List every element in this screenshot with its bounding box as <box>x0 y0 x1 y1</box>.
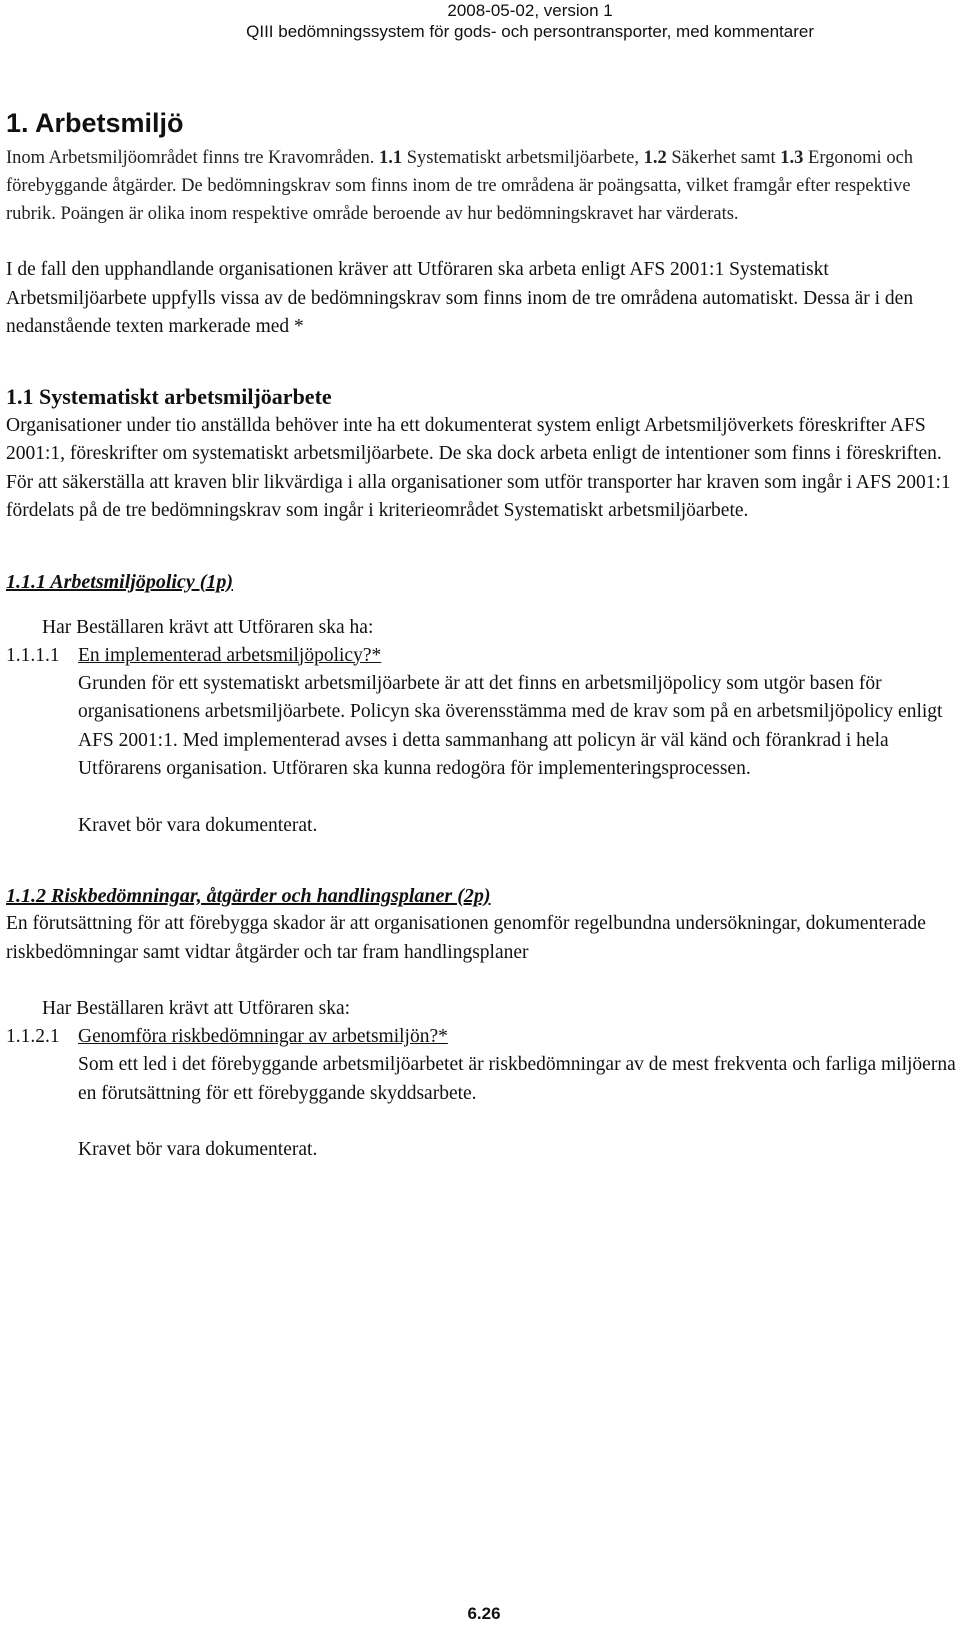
intro-ref-1-1: 1.1 <box>379 148 403 168</box>
intro-text-3: Säkerhet samt <box>666 148 781 168</box>
requirement-note: Kravet bör vara dokumenterat. <box>78 1139 318 1160</box>
requirement-title: Genomföra riskbedömningar av arbetsmiljön?* <box>78 1026 448 1047</box>
intro-ref-1-2: 1.2 <box>643 148 667 168</box>
section-intro <box>6 144 956 228</box>
subsection-1-1-body: Organisationer under tio anställda behöver inte ha ett dokumenterat system enligt Arbetsmiljöverkets föreskrifter AFS 2001:1, föreskrifter om systematiskt arbetsmiljöarbete. De ska dock arbeta enligt de intentioner som finns i föreskriften. För att säkerställa att kraven blir likvärdiga i alla organisationer som utför transporter har kraven som ingår i AFS 2001:1 fördelats på de tre bedömningskrav som ingår i kriterieområdet Systematiskt arbetsmiljöarbete. <box>6 414 951 521</box>
requirement-1-1-2-1 <box>6 1023 956 1051</box>
requirement-note: Kravet bör vara dokumenterat. <box>78 814 318 836</box>
subsection-1-1-title: 1.1 Systematiskt arbetsmiljöarbete <box>6 383 332 409</box>
requirement-title: En implementerad arbetsmiljöpolicy?* <box>78 644 382 666</box>
requirement-body: Som ett led i det förebyggande arbetsmiljöarbetet är riskbedömningar av de mest frekventa och farliga miljöerna en förutsättning för ett förebyggande skyddsarbete. <box>78 1054 956 1104</box>
requirement-lead-1-1-2: Har Beställaren krävt att Utföraren ska: <box>42 998 351 1019</box>
afs-paragraph: I de fall den upphandlande organisationen kräver att Utföraren ska arbeta enligt AFS 2001:1 Systematiskt Arbetsmiljöarbete uppfylls vissa av de bedömningskrav som finns inom de tre områdena automatiskt. Dessa är i den nedanstående texten markerade med * <box>6 259 914 337</box>
subsection-1-1-2-body: En förutsättning för att förebygga skador är att organisationen genomför regelbundna undersökningar, dokumenterade riskbedömningar samt vidtar åtgärder och tar fram handlingsplaner <box>6 913 926 963</box>
requirement-number: 1.1.1.1 <box>6 644 60 666</box>
subsection-1-1-2-title: 1.1.2 Riskbedömningar, åtgärder och handlingsplaner (2p) <box>6 885 491 907</box>
page-number: 6.26 <box>467 1604 501 1623</box>
requirement-1-1-1-1 <box>6 642 956 670</box>
intro-text-1: Inom Arbetsmiljöområdet finns tre Kravområden. <box>6 148 379 168</box>
intro-ref-1-3: 1.3 <box>780 148 804 168</box>
subsection-1-1-1-title: 1.1.1 Arbetsmiljöpolicy (1p) <box>6 570 234 593</box>
intro-text-2: Systematiskt arbetsmiljöarbete, <box>402 148 644 168</box>
section-title: 1. Arbetsmiljö <box>6 108 184 138</box>
requirement-lead-1-1-1: Har Beställaren krävt att Utföraren ska ha: <box>42 616 374 638</box>
intro-text-4: Ergonomi och förebyggande åtgärder. De bedömningskrav som finns inom de tre områdena är poängsatta, vilket framgår efter respektive rubrik. Poängen är olika inom respektive område beroende av hur bedömningskravet har värderats. <box>6 148 914 224</box>
document-body <box>6 106 956 1165</box>
header-document-title: QIII bedömningssystem för gods- och persontransporter, med kommentarer <box>246 22 814 41</box>
requirement-number: 1.1.2.1 <box>6 1026 60 1047</box>
requirement-body: Grunden för ett systematiskt arbetsmiljöarbete är att det finns en arbetsmiljöpolicy som utgör basen för organisationens arbetsmiljöarbete. Policyn ska överensstämma med de krav som på en arbetsmiljöpolicy enligt AFS 2001:1. Med implementerad avses i detta sammanhang att policyn är väl känd och förankrad i hela Utförarens organisation. Utföraren ska kunna redogöra för implementeringsprocessen. <box>78 672 943 779</box>
header-version: 2008-05-02, version 1 <box>447 1 613 20</box>
page-header <box>246 0 814 42</box>
